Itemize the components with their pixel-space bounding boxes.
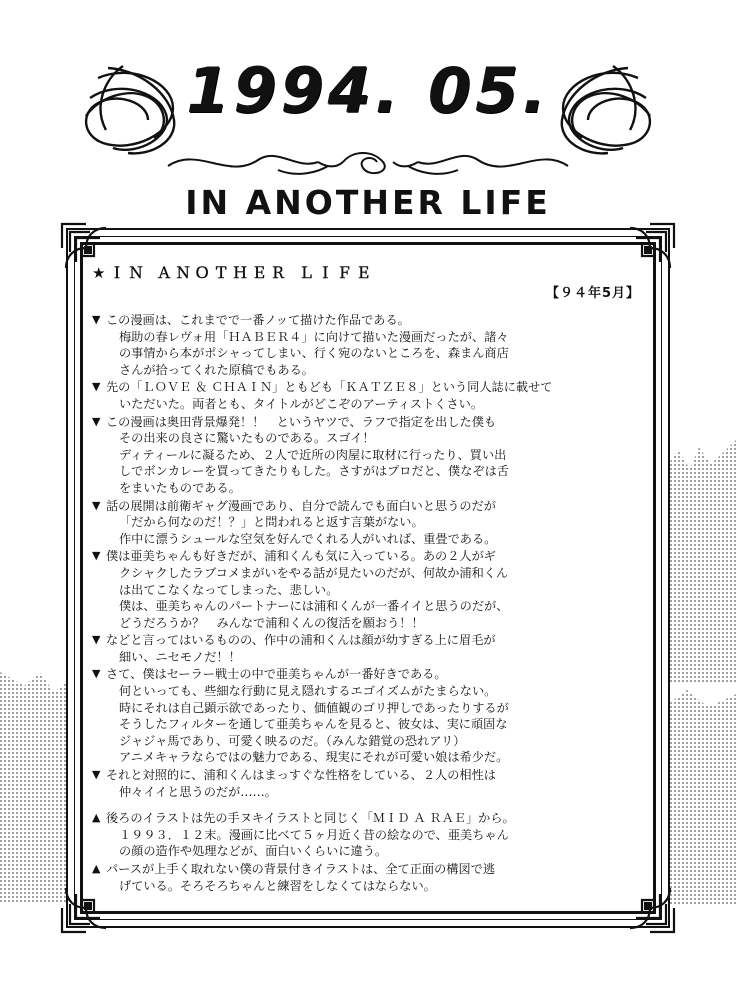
paragraph-line: 「だから何なのだ！？」と問われると返す言葉がない。	[119, 515, 424, 530]
paragraph-line: の顔の造作や処理などが、面白いくらいに違う。	[119, 844, 388, 859]
paragraph-line: などと言ってはいるものの、作中の浦和くんは顔が幼すぎる上に眉毛が	[106, 633, 496, 648]
paragraph-line: この漫画は奥田背景爆発！！ というヤツで、ラフで指定を出した僕も	[106, 414, 497, 429]
halftone-texture-bottom-right	[670, 690, 736, 905]
paragraph-line: 先の「ＬＯＶＥ ＆ ＣＨＡＩＮ」ともども「ＫＡＴＺＥ８」という同人誌に載せて	[106, 380, 553, 395]
paragraph-line: 僕は、亜美ちゃんのパートナーには浦和くんが一番イイと思うのだが、	[119, 599, 509, 614]
paragraph-line: その出来の良さに驚いたものである。スゴイ！	[119, 431, 375, 446]
paragraph-lines	[106, 548, 644, 631]
paragraph-line: 作中に漂うシュールな空気を好んでくれる人がいれば、重畳である。	[119, 531, 497, 546]
paragraph-line: さんが拾ってくれた原稿でもある。	[119, 362, 314, 377]
paragraph-line: の事情から本がポシャってしまい、行く宛のないところを、森まん商店	[119, 346, 509, 361]
halftone-texture-bottom-left	[0, 672, 68, 902]
paragraph-line: 時にそれは自己顕示欲であったり、価値観のゴリ押しであったりするが	[119, 700, 509, 715]
title-block	[0, 28, 736, 222]
paragraph-bullet-icon: ▲	[92, 862, 101, 875]
paragraph	[92, 548, 644, 631]
paragraph-line: げている。そろそろちゃんと練習をしなくてはならない。	[119, 878, 436, 893]
paragraph-line: は出てこなくなってしまった、悲しい。	[119, 582, 339, 597]
paragraph-bullet-icon: ▲	[92, 811, 101, 825]
paragraph-bullet-icon: ▼	[92, 380, 101, 394]
paragraph-line: さて、僕はセーラー戦士の中で亜美ちゃんが一番好きである。	[106, 667, 447, 682]
paragraph-line: をまいたものである。	[119, 480, 241, 495]
paragraph-lines	[106, 767, 644, 800]
panel-date-badge: 【９４年5月】	[545, 286, 640, 301]
paragraph-bullet-icon: ▼	[92, 414, 101, 428]
paragraph-line: アニメキャラならではの魅力である、現実にそれが可愛い娘は希少だ。	[119, 750, 509, 765]
paragraph	[92, 632, 644, 665]
panel-header-title: ★ＩＮ ＡＮＯＴＨＥＲ ＬＩＦＥ	[92, 264, 375, 282]
paragraph-line: クシャクしたラブコメまがいをやる話が見たいのだが、何故か浦和くん	[119, 565, 509, 580]
paragraph-lines	[106, 414, 644, 497]
paragraph-lines	[106, 312, 644, 378]
paragraph	[92, 767, 644, 800]
paragraph-line: どうだろうか？ みんなで浦和くんの復活を願おう！！	[119, 615, 424, 630]
paragraph-line: そうしたフィルターを通して亜美ちゃんを見ると、彼女は、実に頑固な	[119, 717, 508, 732]
paragraph	[92, 379, 644, 412]
paragraph-line: 後ろのイラストは先の手ヌキイラストと同じく「ＭＩＤ Ａ ＲＡＥ」から。	[106, 811, 515, 826]
flourish-ornament-center-icon	[158, 140, 578, 182]
paragraph-line: 梅助の春レヴォ用「ＨＡＢＥＲ４」に向けて描いた漫画だったが、諸々	[119, 329, 509, 344]
paragraph-line: パースが上手く取れない僕の背景付きイラストは、全て正面の構図で逃	[106, 862, 496, 876]
paragraph-spacer	[92, 801, 644, 810]
paragraph-lines	[106, 632, 644, 665]
paragraph-line: この漫画は、これまでで一番ノッて描けた作品である。	[106, 313, 410, 327]
paragraph-bullet-icon: ▼	[92, 549, 101, 563]
paragraph	[92, 810, 644, 860]
paragraph	[92, 312, 644, 378]
paragraph-line: ディティールに凝るため、２人で近所の肉屋に取材に行ったり、買い出	[119, 447, 507, 462]
paragraph-line: 何といっても、些細な行動に見え隠れするエゴイズムがたまらない。	[119, 684, 497, 699]
paragraph	[92, 498, 644, 548]
paragraph	[92, 666, 644, 766]
paragraph-lines	[106, 498, 644, 548]
paragraph-line: いただいた。両者とも、タイトルがどこぞのアーティストくさい。	[119, 396, 484, 411]
paragraph-bullet-icon: ▼	[92, 667, 101, 681]
paragraph	[92, 861, 644, 894]
paragraph-bullet-icon: ▼	[92, 313, 101, 326]
panel-header-row	[92, 262, 644, 301]
paragraph-line: 僕は亜美ちゃんも好きだが、浦和くんも気に入っている。あの２人がギ	[106, 549, 496, 564]
paragraph-line: しでボンカレーを買ってきたりもした。さすがはプロだと、僕なぞは舌	[119, 464, 509, 479]
page-subtitle: IN ANOTHER LIFE	[185, 183, 551, 222]
paragraph-lines	[106, 861, 644, 894]
page-title: 1994. 05.	[186, 54, 550, 127]
paragraph-line: １９９３．１２末。漫画に比べて５ヶ月近く昔の絵なので、亜美ちゃん	[119, 827, 509, 842]
paragraph-line: 細い、ニセモノだ！！	[119, 649, 241, 664]
paragraph-line: それと対照的に、浦和くんはまっすぐな性格をしている、２人の相性は	[106, 768, 496, 783]
panel-content	[92, 262, 644, 898]
paragraph-bullet-icon: ▼	[92, 498, 101, 512]
paragraph-line: 仲々イイと思うのだが……。	[119, 784, 277, 799]
paragraph	[92, 414, 644, 497]
paragraph-bullet-icon: ▼	[92, 768, 101, 782]
paragraph-lines	[106, 810, 644, 860]
paragraph-bullet-icon: ▼	[92, 633, 101, 647]
paragraph-line: ジャジャ馬であり、可愛く映るのだ。（みんな錯覚の恐れアリ）	[119, 733, 466, 748]
paragraph-lines	[106, 379, 644, 412]
paragraph-lines	[106, 666, 644, 766]
halftone-texture-right	[670, 440, 736, 682]
paragraph-line: 話の展開は前衛ギャグ漫画であり、自分で読んでも面白いと思うのだが	[106, 498, 496, 513]
paragraph-list	[92, 312, 644, 894]
